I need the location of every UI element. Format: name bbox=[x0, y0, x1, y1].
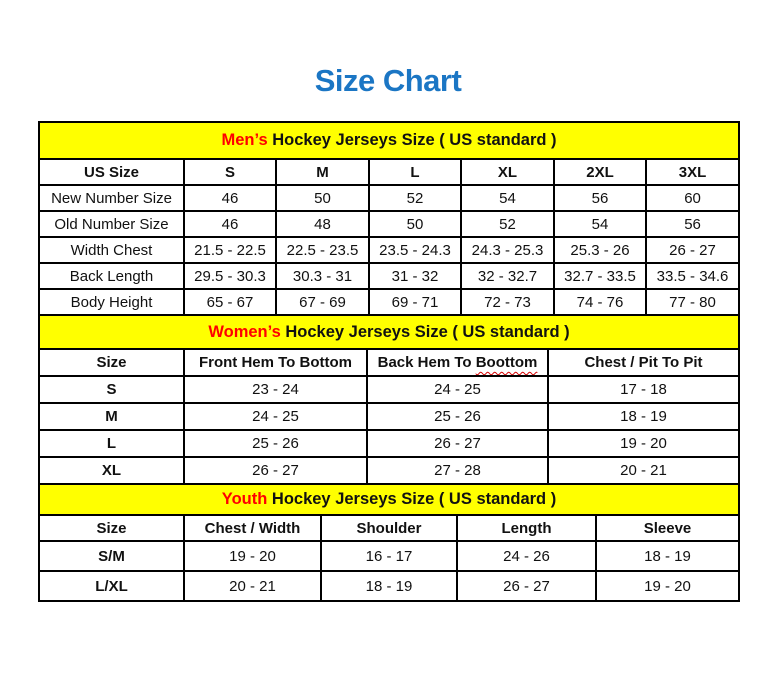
col-header: US Size bbox=[39, 159, 184, 185]
cell: 56 bbox=[554, 185, 646, 211]
cell: 23.5 - 24.3 bbox=[369, 237, 461, 263]
cell: 25.3 - 26 bbox=[554, 237, 646, 263]
cell: 32 - 32.7 bbox=[461, 263, 554, 289]
row-label: S/M bbox=[39, 541, 184, 571]
cell: 24 - 25 bbox=[367, 376, 548, 403]
row-label: M bbox=[39, 403, 184, 430]
youth-banner-row bbox=[39, 484, 739, 515]
cell: 20 - 21 bbox=[184, 571, 321, 601]
cell: 25 - 26 bbox=[184, 430, 367, 457]
cell: 33.5 - 34.6 bbox=[646, 263, 739, 289]
cell: 67 - 69 bbox=[276, 289, 369, 315]
cell: 46 bbox=[184, 211, 276, 237]
col-header: 3XL bbox=[646, 159, 739, 185]
row-label: L bbox=[39, 430, 184, 457]
col-header: Size bbox=[39, 349, 184, 376]
womens-banner-text: Hockey Jerseys Size ( US standard ) bbox=[285, 322, 570, 341]
mens-size-table bbox=[38, 121, 740, 316]
womens-banner-row bbox=[39, 315, 739, 349]
youth-banner bbox=[39, 484, 739, 515]
cell: 21.5 - 22.5 bbox=[184, 237, 276, 263]
cell: 27 - 28 bbox=[367, 457, 548, 484]
cell: 69 - 71 bbox=[369, 289, 461, 315]
row-label: XL bbox=[39, 457, 184, 484]
col-header: S bbox=[184, 159, 276, 185]
table-row bbox=[39, 541, 739, 571]
cell: 18 - 19 bbox=[321, 571, 457, 601]
table-row bbox=[39, 403, 739, 430]
cell: 16 - 17 bbox=[321, 541, 457, 571]
cell: 56 bbox=[646, 211, 739, 237]
col-header bbox=[367, 349, 548, 376]
cell: 60 bbox=[646, 185, 739, 211]
cell: 22.5 - 23.5 bbox=[276, 237, 369, 263]
youth-header-row bbox=[39, 515, 739, 541]
cell: 17 - 18 bbox=[548, 376, 739, 403]
cell: 65 - 67 bbox=[184, 289, 276, 315]
table-row bbox=[39, 376, 739, 403]
cell: 46 bbox=[184, 185, 276, 211]
row-label: S bbox=[39, 376, 184, 403]
col-header: Chest / Pit To Pit bbox=[548, 349, 739, 376]
cell: 18 - 19 bbox=[548, 403, 739, 430]
cell: 52 bbox=[369, 185, 461, 211]
cell: 24 - 26 bbox=[457, 541, 596, 571]
cell: 25 - 26 bbox=[367, 403, 548, 430]
mens-banner bbox=[39, 122, 739, 159]
cell: 30.3 - 31 bbox=[276, 263, 369, 289]
table-row bbox=[39, 263, 739, 289]
row-label: Back Length bbox=[39, 263, 184, 289]
table-row bbox=[39, 571, 739, 601]
row-label: Width Chest bbox=[39, 237, 184, 263]
mens-banner-accent: Men’s bbox=[221, 131, 268, 149]
cell: 31 - 32 bbox=[369, 263, 461, 289]
col-header: Sleeve bbox=[596, 515, 739, 541]
table-row bbox=[39, 289, 739, 315]
col-header: L bbox=[369, 159, 461, 185]
mens-banner-text: Hockey Jerseys Size ( US standard ) bbox=[272, 131, 557, 149]
table-row bbox=[39, 237, 739, 263]
col-header: Front Hem To Bottom bbox=[184, 349, 367, 376]
cell: 26 - 27 bbox=[457, 571, 596, 601]
youth-size-table bbox=[38, 483, 740, 602]
cell: 26 - 27 bbox=[184, 457, 367, 484]
cell: 48 bbox=[276, 211, 369, 237]
cell: 20 - 21 bbox=[548, 457, 739, 484]
row-label: New Number Size bbox=[39, 185, 184, 211]
table-row bbox=[39, 457, 739, 484]
col-header: Size bbox=[39, 515, 184, 541]
cell: 24 - 25 bbox=[184, 403, 367, 430]
cell: 54 bbox=[461, 185, 554, 211]
cell: 52 bbox=[461, 211, 554, 237]
col-header: XL bbox=[461, 159, 554, 185]
table-row bbox=[39, 185, 739, 211]
cell: 29.5 - 30.3 bbox=[184, 263, 276, 289]
womens-size-table bbox=[38, 314, 740, 485]
col-header: Shoulder bbox=[321, 515, 457, 541]
cell: 18 - 19 bbox=[596, 541, 739, 571]
misspelled-word: Boottom bbox=[475, 354, 538, 371]
womens-banner-accent: Women’s bbox=[208, 322, 281, 341]
cell: 74 - 76 bbox=[554, 289, 646, 315]
womens-header-row bbox=[39, 349, 739, 376]
col-header-back-hem-prefix: Back Hem To bbox=[377, 354, 472, 371]
cell: 19 - 20 bbox=[184, 541, 321, 571]
col-header: M bbox=[276, 159, 369, 185]
col-header: 2XL bbox=[554, 159, 646, 185]
womens-banner bbox=[39, 315, 739, 349]
cell: 50 bbox=[276, 185, 369, 211]
youth-banner-accent: Youth bbox=[221, 490, 268, 508]
cell: 32.7 - 33.5 bbox=[554, 263, 646, 289]
row-label: Body Height bbox=[39, 289, 184, 315]
cell: 24.3 - 25.3 bbox=[461, 237, 554, 263]
page-title: Size Chart bbox=[314, 63, 462, 98]
table-row bbox=[39, 211, 739, 237]
youth-banner-text: Hockey Jerseys Size ( US standard ) bbox=[271, 490, 557, 508]
cell: 77 - 80 bbox=[646, 289, 739, 315]
row-label: L/XL bbox=[39, 571, 184, 601]
cell: 19 - 20 bbox=[596, 571, 739, 601]
mens-header-row bbox=[39, 159, 739, 185]
cell: 26 - 27 bbox=[367, 430, 548, 457]
cell: 54 bbox=[554, 211, 646, 237]
size-chart-tables bbox=[38, 121, 738, 602]
col-header: Chest / Width bbox=[184, 515, 321, 541]
cell: 19 - 20 bbox=[548, 430, 739, 457]
mens-banner-row bbox=[39, 122, 739, 159]
cell: 26 - 27 bbox=[646, 237, 739, 263]
cell: 50 bbox=[369, 211, 461, 237]
cell: 23 - 24 bbox=[184, 376, 367, 403]
row-label: Old Number Size bbox=[39, 211, 184, 237]
cell: 72 - 73 bbox=[461, 289, 554, 315]
table-row bbox=[39, 430, 739, 457]
col-header: Length bbox=[457, 515, 596, 541]
